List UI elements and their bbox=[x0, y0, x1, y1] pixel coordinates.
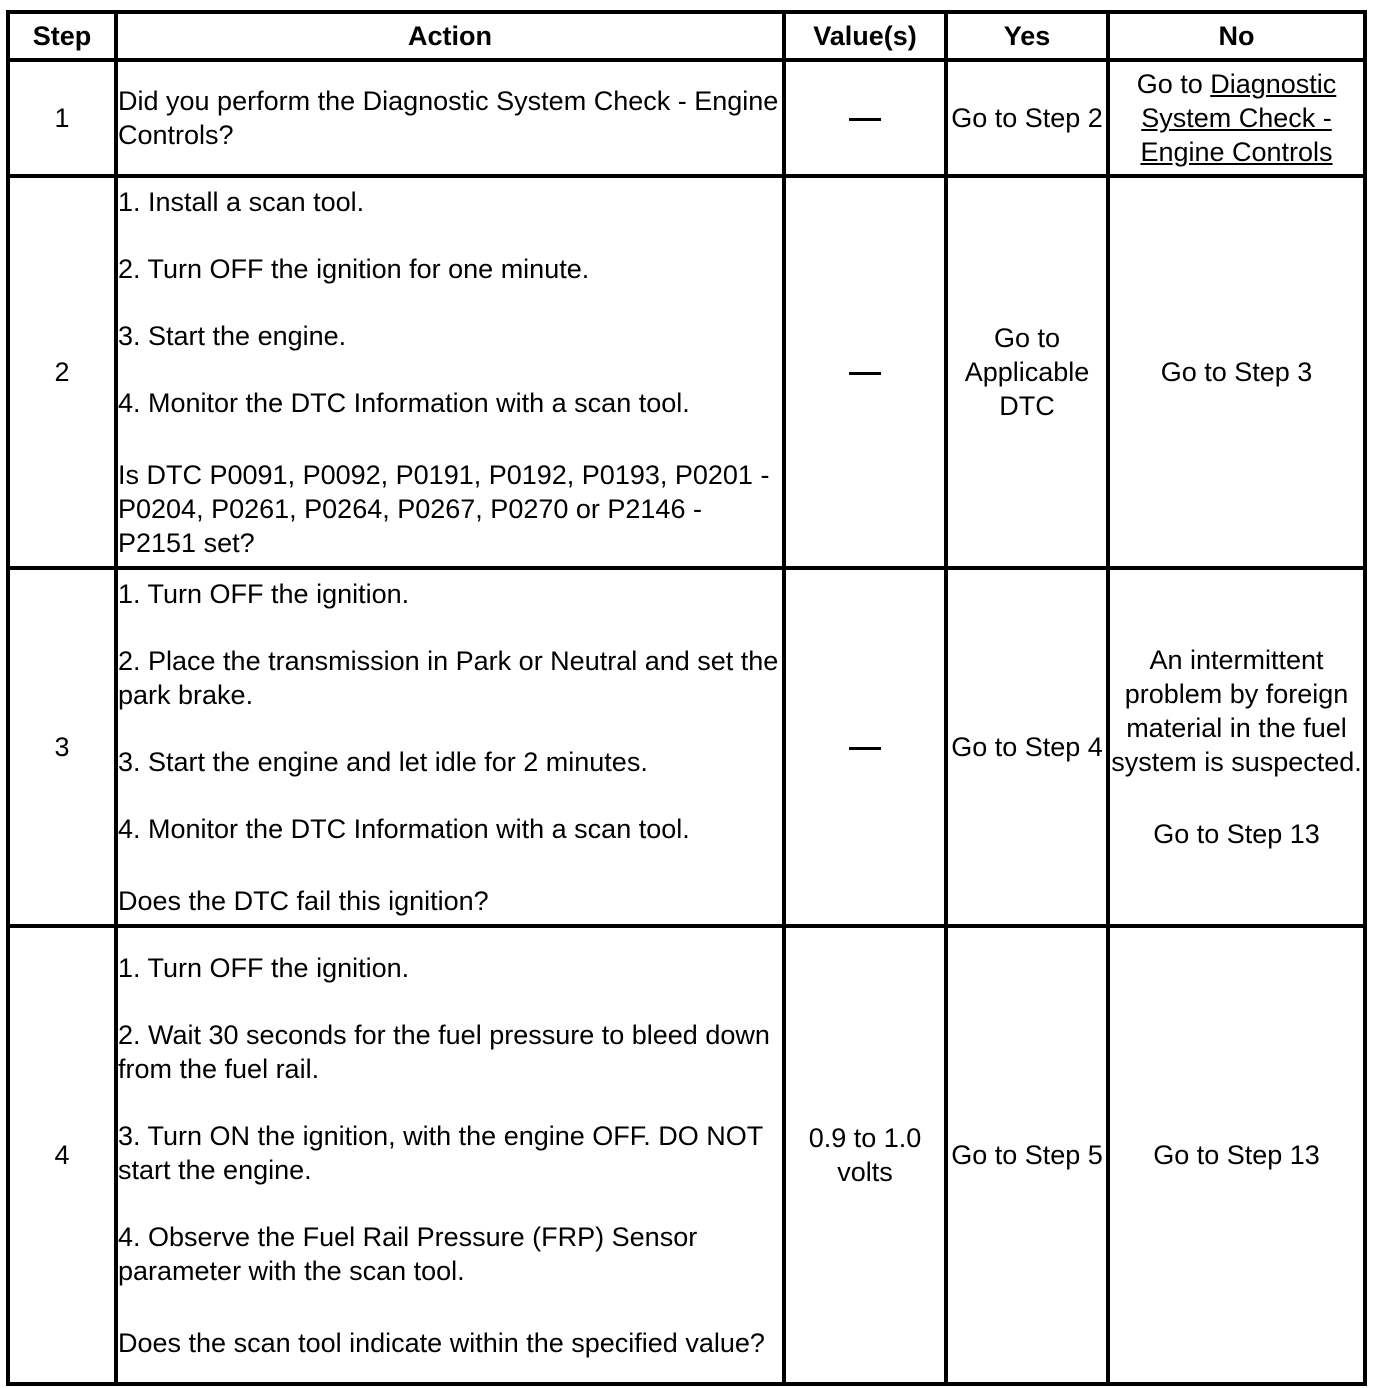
header-no: No bbox=[1108, 12, 1365, 60]
action-question: Does the DTC fail this ignition? bbox=[118, 885, 489, 916]
header-row bbox=[8, 12, 1365, 60]
action-line: Did you perform the Diagnostic System Check - Engine Controls? bbox=[118, 86, 779, 150]
step-number: 2 bbox=[8, 176, 116, 568]
no-cell: Go to Step 3 bbox=[1108, 176, 1365, 568]
header-step: Step bbox=[8, 12, 116, 60]
action-line: 3. Turn ON the ignition, with the engine OFF. DO NOT start the engine. bbox=[118, 1120, 763, 1185]
diagnostic-system-check-link[interactable]: Diagnostic System Check - Engine Controls bbox=[1140, 69, 1337, 167]
table-row bbox=[8, 60, 1365, 176]
action-question: Does the scan tool indicate within the specified value? bbox=[118, 1327, 765, 1358]
action-line: 1. Turn OFF the ignition. bbox=[118, 952, 410, 983]
action-cell bbox=[116, 176, 784, 568]
step-number: 1 bbox=[8, 60, 116, 176]
no-cell: Go to Step 13 bbox=[1108, 926, 1365, 1384]
no-goto: Go to Step 13 bbox=[1153, 819, 1320, 849]
action-line: 4. Monitor the DTC Information with a scan tool. bbox=[118, 813, 690, 844]
table-row bbox=[8, 926, 1365, 1384]
table-row bbox=[8, 568, 1365, 926]
step-number: 3 bbox=[8, 568, 116, 926]
action-line: 2. Turn OFF the ignition for one minute. bbox=[118, 253, 590, 284]
action-line: 1. Turn OFF the ignition. bbox=[118, 578, 410, 609]
diagnostic-table bbox=[6, 10, 1367, 1386]
step-number: 4 bbox=[8, 926, 116, 1384]
action-cell bbox=[116, 926, 784, 1384]
action-line: 1. Install a scan tool. bbox=[118, 186, 365, 217]
yes-cell: Go to Step 5 bbox=[946, 926, 1108, 1384]
yes-cell: Go to Applicable DTC bbox=[946, 176, 1108, 568]
action-cell bbox=[116, 60, 784, 176]
no-prefix: Go to bbox=[1136, 69, 1211, 99]
em-dash bbox=[849, 372, 881, 375]
action-question: Is DTC P0091, P0092, P0191, P0192, P0193, P0201 - P0204, P0261, P0264, P0267, P0270 or P2146 - P2151 set? bbox=[118, 459, 770, 558]
no-note: An intermittent problem by foreign material in the fuel system is suspected. bbox=[1111, 645, 1362, 777]
action-cell bbox=[116, 568, 784, 926]
action-line: 4. Monitor the DTC Information with a scan tool. bbox=[118, 387, 690, 418]
action-line: 3. Start the engine and let idle for 2 minutes. bbox=[118, 746, 648, 777]
action-line: 4. Observe the Fuel Rail Pressure (FRP) Sensor parameter with the scan tool. bbox=[118, 1221, 698, 1286]
action-line: 2. Wait 30 seconds for the fuel pressure to bleed down from the fuel rail. bbox=[118, 1019, 770, 1084]
value-cell bbox=[784, 60, 946, 176]
value-cell bbox=[784, 176, 946, 568]
header-values: Value(s) bbox=[784, 12, 946, 60]
no-cell bbox=[1108, 568, 1365, 926]
table-row bbox=[8, 176, 1365, 568]
no-cell bbox=[1108, 60, 1365, 176]
header-action: Action bbox=[116, 12, 784, 60]
yes-cell: Go to Step 2 bbox=[946, 60, 1108, 176]
action-line: 3. Start the engine. bbox=[118, 320, 347, 351]
yes-cell: Go to Step 4 bbox=[946, 568, 1108, 926]
header-yes: Yes bbox=[946, 12, 1108, 60]
action-line: 2. Place the transmission in Park or Neutral and set the park brake. bbox=[118, 645, 779, 710]
em-dash bbox=[849, 118, 881, 121]
value-cell bbox=[784, 568, 946, 926]
em-dash bbox=[849, 747, 881, 750]
value-cell: 0.9 to 1.0 volts bbox=[784, 926, 946, 1384]
